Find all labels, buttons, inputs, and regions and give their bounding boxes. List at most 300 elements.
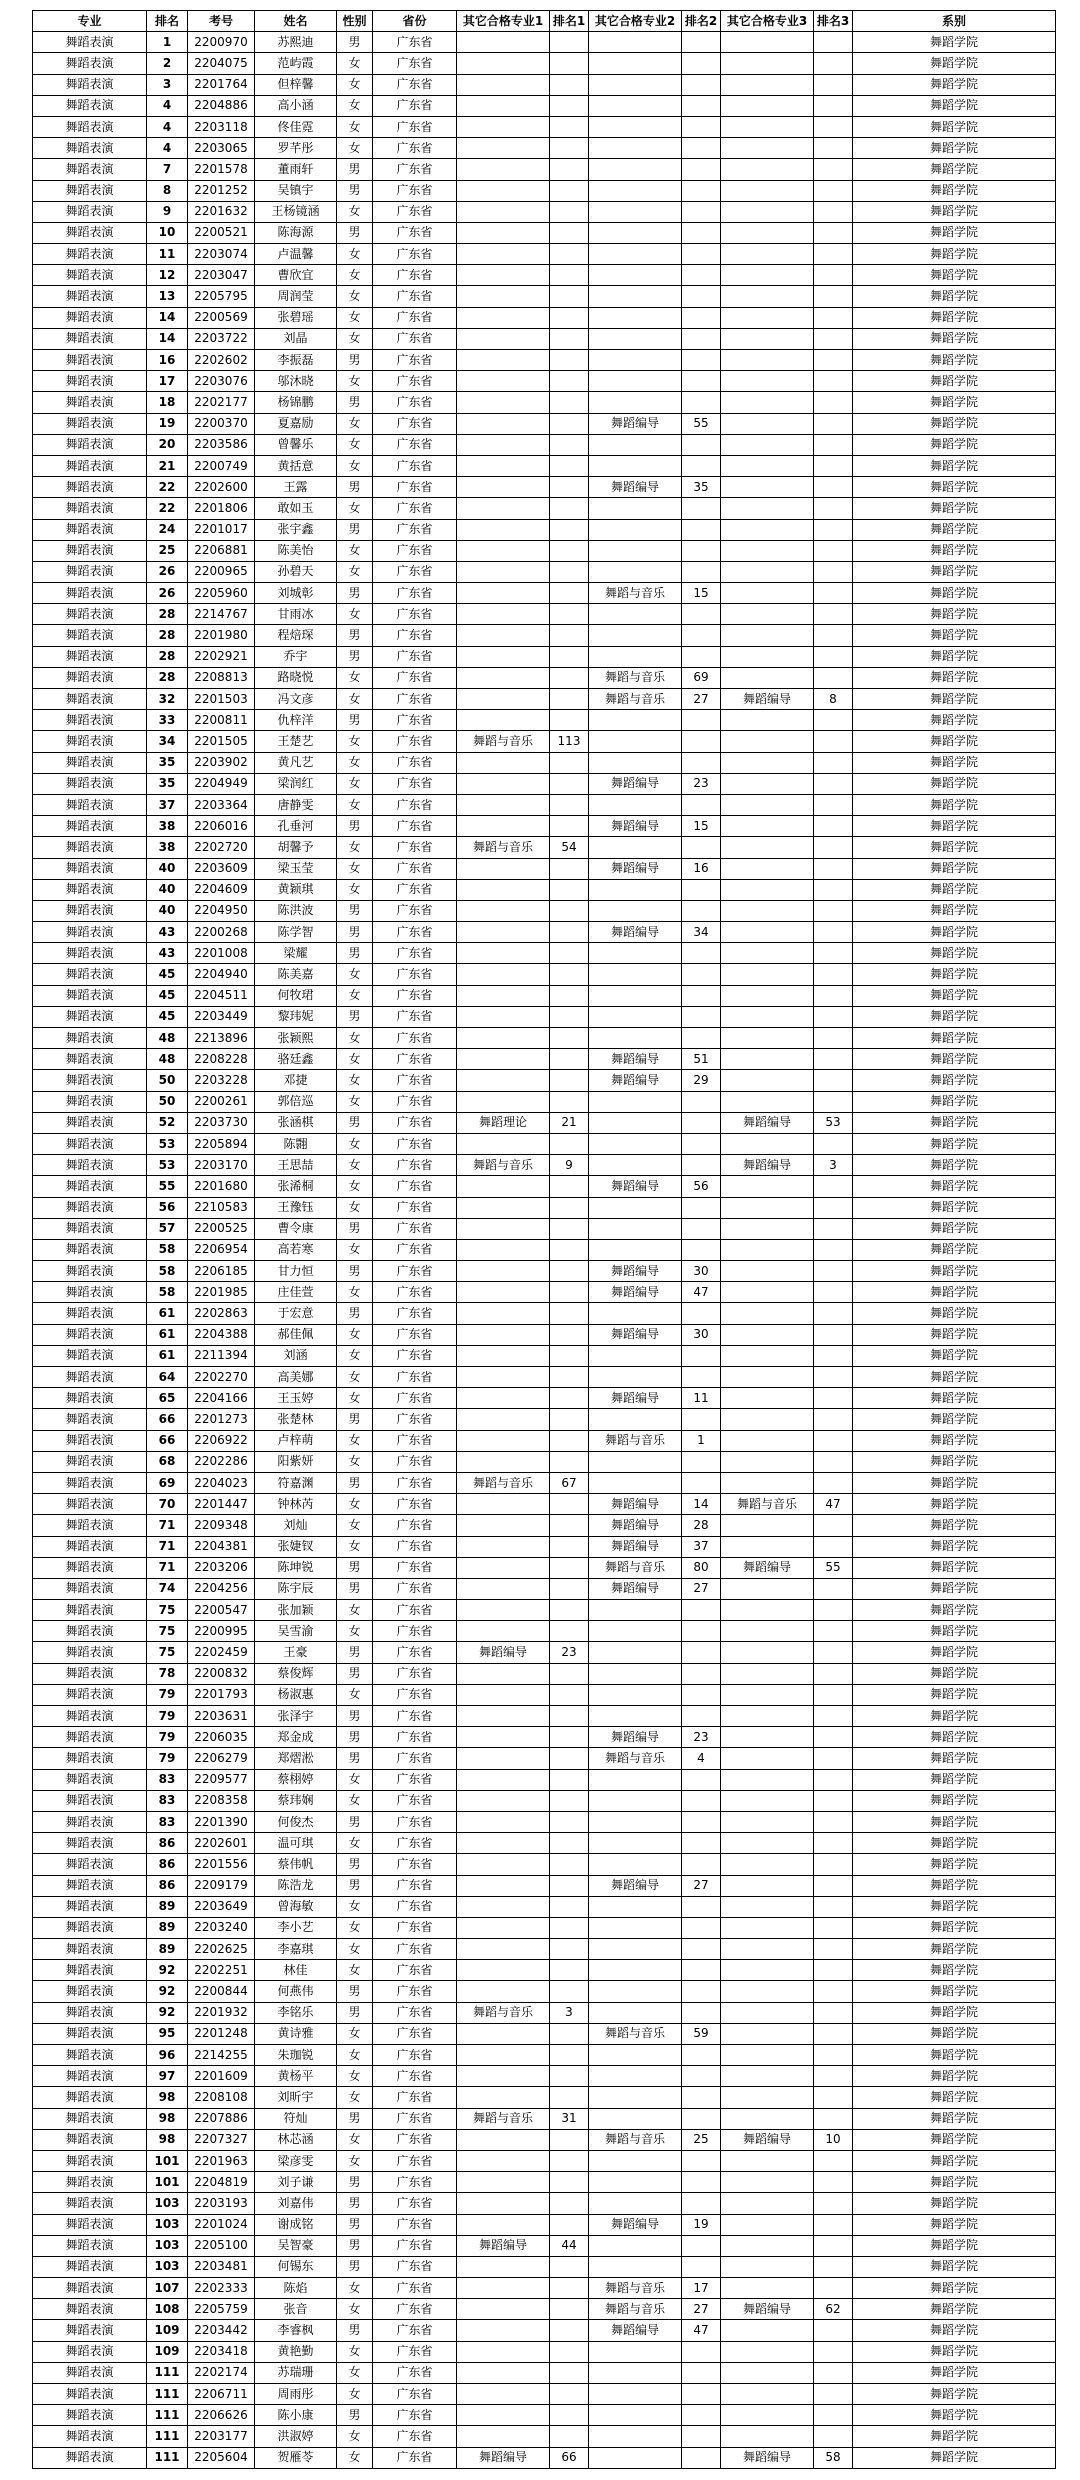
- table-row: [33, 2150, 1056, 2171]
- cell-major: 舞蹈表演: [33, 1917, 147, 1938]
- cell-other-major-3: [721, 858, 814, 879]
- cell-rank-3: [814, 434, 853, 455]
- cell-major: 舞蹈表演: [33, 222, 147, 243]
- cell-rank: 43: [147, 922, 188, 943]
- cell-rank-1: [550, 1600, 589, 1621]
- cell-rank: 71: [147, 1536, 188, 1557]
- cell-other-major-2: [589, 1854, 682, 1875]
- cell-rank: 50: [147, 1091, 188, 1112]
- cell-rank-3: [814, 244, 853, 265]
- cell-rank-1: [550, 1367, 589, 1388]
- cell-exam-id: 2200970: [188, 32, 255, 53]
- cell-province: 广东省: [373, 2214, 457, 2235]
- cell-gender: 女: [337, 1388, 373, 1409]
- cell-department: 舞蹈学院: [853, 74, 1056, 95]
- cell-other-major-2: [589, 2341, 682, 2362]
- cell-rank-1: [550, 2299, 589, 2320]
- cell-other-major-1: [457, 710, 550, 731]
- cell-major: 舞蹈表演: [33, 2002, 147, 2023]
- cell-rank-2: [682, 159, 721, 180]
- cell-major: 舞蹈表演: [33, 900, 147, 921]
- cell-rank: 78: [147, 1663, 188, 1684]
- cell-other-major-1: [457, 646, 550, 667]
- cell-other-major-3: [721, 1282, 814, 1303]
- cell-department: 舞蹈学院: [853, 816, 1056, 837]
- cell-other-major-3: [721, 731, 814, 752]
- cell-department: 舞蹈学院: [853, 561, 1056, 582]
- cell-gender: 女: [337, 1239, 373, 1260]
- cell-gender: 女: [337, 1684, 373, 1705]
- cell-exam-id: 2202600: [188, 477, 255, 498]
- cell-gender: 男: [337, 625, 373, 646]
- cell-rank-2: [682, 1091, 721, 1112]
- table-row: [33, 2320, 1056, 2341]
- cell-major: 舞蹈表演: [33, 1896, 147, 1917]
- cell-department: 舞蹈学院: [853, 731, 1056, 752]
- cell-other-major-2: [589, 2150, 682, 2171]
- cell-rank-2: [682, 1600, 721, 1621]
- cell-other-major-2: [589, 604, 682, 625]
- cell-rank: 70: [147, 1494, 188, 1515]
- cell-department: 舞蹈学院: [853, 180, 1056, 201]
- cell-rank-1: 9: [550, 1155, 589, 1176]
- cell-major: 舞蹈表演: [33, 2087, 147, 2108]
- cell-exam-id: 2207327: [188, 2129, 255, 2150]
- cell-rank-3: [814, 328, 853, 349]
- cell-rank-1: [550, 2193, 589, 2214]
- cell-other-major-1: [457, 689, 550, 710]
- cell-name: 曾海敏: [255, 1896, 337, 1917]
- table-row: [33, 95, 1056, 116]
- cell-other-major-1: [457, 2172, 550, 2193]
- cell-gender: 女: [337, 773, 373, 794]
- cell-other-major-1: [457, 2278, 550, 2299]
- cell-province: 广东省: [373, 180, 457, 201]
- table-row: [33, 1917, 1056, 1938]
- cell-name: 谢成铭: [255, 2214, 337, 2235]
- cell-rank-1: [550, 95, 589, 116]
- cell-province: 广东省: [373, 1261, 457, 1282]
- cell-rank-3: [814, 138, 853, 159]
- cell-rank-1: [550, 1218, 589, 1239]
- cell-gender: 女: [337, 1345, 373, 1366]
- cell-exam-id: 2205604: [188, 2447, 255, 2468]
- cell-rank-1: [550, 159, 589, 180]
- cell-other-major-3: [721, 2108, 814, 2129]
- cell-exam-id: 2204075: [188, 53, 255, 74]
- cell-rank-3: [814, 2256, 853, 2277]
- cell-major: 舞蹈表演: [33, 943, 147, 964]
- cell-department: 舞蹈学院: [853, 2108, 1056, 2129]
- cell-gender: 男: [337, 1409, 373, 1430]
- cell-department: 舞蹈学院: [853, 1430, 1056, 1451]
- cell-other-major-1: [457, 943, 550, 964]
- table-row: [33, 1600, 1056, 1621]
- cell-exam-id: 2203047: [188, 265, 255, 286]
- cell-name: 夏嘉励: [255, 413, 337, 434]
- cell-rank: 97: [147, 2066, 188, 2087]
- cell-other-major-2: [589, 1028, 682, 1049]
- cell-other-major-1: [457, 1748, 550, 1769]
- cell-other-major-1: [457, 74, 550, 95]
- cell-rank-3: [814, 95, 853, 116]
- cell-major: 舞蹈表演: [33, 2384, 147, 2405]
- cell-province: 广东省: [373, 519, 457, 540]
- cell-rank-1: [550, 1917, 589, 1938]
- cell-rank-2: [682, 943, 721, 964]
- cell-rank: 45: [147, 964, 188, 985]
- cell-other-major-1: [457, 1028, 550, 1049]
- cell-other-major-1: [457, 2150, 550, 2171]
- cell-other-major-2: [589, 222, 682, 243]
- cell-major: 舞蹈表演: [33, 1854, 147, 1875]
- cell-rank-2: [682, 434, 721, 455]
- cell-gender: 女: [337, 1028, 373, 1049]
- cell-gender: 男: [337, 710, 373, 731]
- cell-rank-2: [682, 2150, 721, 2171]
- table-row: [33, 1324, 1056, 1345]
- cell-other-major-3: [721, 922, 814, 943]
- cell-department: 舞蹈学院: [853, 879, 1056, 900]
- cell-name: 但梓馨: [255, 74, 337, 95]
- cell-other-major-2: [589, 1472, 682, 1493]
- cell-department: 舞蹈学院: [853, 1451, 1056, 1472]
- cell-rank: 79: [147, 1727, 188, 1748]
- cell-rank-2: [682, 1345, 721, 1366]
- cell-name: 贺雁苓: [255, 2447, 337, 2468]
- table-row: [33, 1345, 1056, 1366]
- cell-rank-1: [550, 540, 589, 561]
- cell-major: 舞蹈表演: [33, 1663, 147, 1684]
- cell-rank-1: [550, 964, 589, 985]
- cell-major: 舞蹈表演: [33, 371, 147, 392]
- cell-exam-id: 2200370: [188, 413, 255, 434]
- cell-other-major-3: [721, 1684, 814, 1705]
- cell-rank-2: [682, 1006, 721, 1027]
- cell-province: 广东省: [373, 604, 457, 625]
- cell-other-major-2: 舞蹈与音乐: [589, 689, 682, 710]
- cell-other-major-3: [721, 1006, 814, 1027]
- cell-other-major-2: [589, 519, 682, 540]
- cell-name: 张泽宇: [255, 1706, 337, 1727]
- cell-province: 广东省: [373, 1896, 457, 1917]
- cell-rank-1: [550, 1875, 589, 1896]
- cell-other-major-1: [457, 477, 550, 498]
- cell-other-major-3: [721, 1960, 814, 1981]
- cell-rank-1: [550, 350, 589, 371]
- cell-department: 舞蹈学院: [853, 2384, 1056, 2405]
- cell-other-major-1: [457, 434, 550, 455]
- cell-exam-id: 2201793: [188, 1684, 255, 1705]
- cell-rank-3: [814, 1409, 853, 1430]
- cell-department: 舞蹈学院: [853, 2002, 1056, 2023]
- cell-major: 舞蹈表演: [33, 1811, 147, 1832]
- cell-name: 乔宇: [255, 646, 337, 667]
- cell-rank: 19: [147, 413, 188, 434]
- table-row: [33, 583, 1056, 604]
- table-row: [33, 625, 1056, 646]
- cell-other-major-1: [457, 413, 550, 434]
- cell-rank-2: [682, 519, 721, 540]
- cell-other-major-2: [589, 1409, 682, 1430]
- cell-rank-1: [550, 2405, 589, 2426]
- cell-gender: 男: [337, 922, 373, 943]
- cell-rank: 83: [147, 1790, 188, 1811]
- cell-other-major-2: [589, 2426, 682, 2447]
- cell-major: 舞蹈表演: [33, 2405, 147, 2426]
- cell-major: 舞蹈表演: [33, 2362, 147, 2383]
- cell-exam-id: 2202921: [188, 646, 255, 667]
- cell-exam-id: 2201390: [188, 1811, 255, 1832]
- cell-other-major-2: [589, 371, 682, 392]
- cell-other-major-3: [721, 1367, 814, 1388]
- cell-other-major-3: [721, 1854, 814, 1875]
- cell-other-major-2: [589, 74, 682, 95]
- cell-name: 骆廷鑫: [255, 1049, 337, 1070]
- cell-other-major-2: [589, 1960, 682, 1981]
- table-row: [33, 1006, 1056, 1027]
- cell-exam-id: 2202174: [188, 2362, 255, 2383]
- cell-other-major-3: [721, 1197, 814, 1218]
- cell-rank: 98: [147, 2108, 188, 2129]
- cell-major: 舞蹈表演: [33, 1939, 147, 1960]
- cell-rank: 111: [147, 2362, 188, 2383]
- cell-province: 广东省: [373, 1006, 457, 1027]
- cell-rank: 25: [147, 540, 188, 561]
- cell-major: 舞蹈表演: [33, 1028, 147, 1049]
- cell-name: 蔡伟帆: [255, 1854, 337, 1875]
- cell-exam-id: 2200749: [188, 455, 255, 476]
- cell-major: 舞蹈表演: [33, 286, 147, 307]
- cell-department: 舞蹈学院: [853, 1600, 1056, 1621]
- cell-province: 广东省: [373, 413, 457, 434]
- cell-gender: 男: [337, 2172, 373, 2193]
- cell-province: 广东省: [373, 1833, 457, 1854]
- cell-province: 广东省: [373, 1811, 457, 1832]
- cell-other-major-1: [457, 561, 550, 582]
- cell-major: 舞蹈表演: [33, 244, 147, 265]
- cell-rank-3: [814, 794, 853, 815]
- cell-other-major-3: [721, 1706, 814, 1727]
- cell-other-major-2: [589, 561, 682, 582]
- cell-province: 广东省: [373, 1981, 457, 2002]
- cell-rank-1: [550, 689, 589, 710]
- table-row: [33, 1578, 1056, 1599]
- cell-other-major-3: [721, 816, 814, 837]
- cell-department: 舞蹈学院: [853, 201, 1056, 222]
- cell-other-major-2: [589, 900, 682, 921]
- cell-rank: 55: [147, 1176, 188, 1197]
- cell-name: 甘雨冰: [255, 604, 337, 625]
- cell-other-major-3: [721, 1028, 814, 1049]
- cell-other-major-3: [721, 201, 814, 222]
- cell-rank: 3: [147, 74, 188, 95]
- cell-other-major-1: [457, 1176, 550, 1197]
- cell-rank-1: [550, 1557, 589, 1578]
- cell-gender: 女: [337, 667, 373, 688]
- cell-major: 舞蹈表演: [33, 180, 147, 201]
- cell-rank-1: [550, 1939, 589, 1960]
- cell-rank-3: [814, 1133, 853, 1154]
- cell-name: 杨淑惠: [255, 1684, 337, 1705]
- cell-rank-1: 21: [550, 1112, 589, 1133]
- cell-other-major-3: [721, 794, 814, 815]
- cell-name: 洪淑婷: [255, 2426, 337, 2447]
- cell-rank: 48: [147, 1028, 188, 1049]
- cell-rank-3: [814, 1854, 853, 1875]
- cell-other-major-1: 舞蹈编导: [457, 1642, 550, 1663]
- cell-rank: 58: [147, 1261, 188, 1282]
- cell-rank-1: [550, 2278, 589, 2299]
- cell-other-major-2: [589, 943, 682, 964]
- cell-rank-3: [814, 1367, 853, 1388]
- cell-rank: 98: [147, 2087, 188, 2108]
- table-row: [33, 1875, 1056, 1896]
- cell-rank-2: 16: [682, 858, 721, 879]
- cell-rank-3: [814, 858, 853, 879]
- cell-department: 舞蹈学院: [853, 1070, 1056, 1091]
- cell-rank-3: [814, 2193, 853, 2214]
- cell-department: 舞蹈学院: [853, 667, 1056, 688]
- cell-rank-1: 3: [550, 2002, 589, 2023]
- cell-rank-1: [550, 1409, 589, 1430]
- cell-exam-id: 2205795: [188, 286, 255, 307]
- cell-rank-2: [682, 2362, 721, 2383]
- cell-rank-2: [682, 1112, 721, 1133]
- cell-gender: 女: [337, 2384, 373, 2405]
- cell-rank-3: [814, 943, 853, 964]
- cell-other-major-3: [721, 455, 814, 476]
- cell-rank-1: 44: [550, 2235, 589, 2256]
- cell-gender: 男: [337, 2256, 373, 2277]
- cell-rank-3: [814, 1811, 853, 1832]
- cell-exam-id: 2201252: [188, 180, 255, 201]
- cell-other-major-2: 舞蹈编导: [589, 477, 682, 498]
- cell-other-major-2: [589, 1303, 682, 1324]
- cell-department: 舞蹈学院: [853, 1218, 1056, 1239]
- cell-rank-1: [550, 1727, 589, 1748]
- cell-major: 舞蹈表演: [33, 1133, 147, 1154]
- cell-name: 梁玉莹: [255, 858, 337, 879]
- cell-province: 广东省: [373, 1112, 457, 1133]
- cell-rank-2: [682, 900, 721, 921]
- cell-rank-3: [814, 1197, 853, 1218]
- table-row: [33, 2066, 1056, 2087]
- cell-gender: 女: [337, 731, 373, 752]
- cell-exam-id: 2201932: [188, 2002, 255, 2023]
- cell-exam-id: 2204256: [188, 1578, 255, 1599]
- table-row: [33, 307, 1056, 328]
- table-row: [33, 159, 1056, 180]
- cell-name: 庄佳萱: [255, 1282, 337, 1303]
- cell-other-major-3: [721, 244, 814, 265]
- cell-gender: 女: [337, 1790, 373, 1811]
- cell-rank: 58: [147, 1239, 188, 1260]
- cell-rank: 37: [147, 794, 188, 815]
- cell-gender: 男: [337, 1218, 373, 1239]
- cell-other-major-1: [457, 1282, 550, 1303]
- cell-other-major-1: 舞蹈与音乐: [457, 2108, 550, 2129]
- cell-gender: 男: [337, 2320, 373, 2341]
- cell-province: 广东省: [373, 1324, 457, 1345]
- cell-exam-id: 2203442: [188, 2320, 255, 2341]
- cell-rank-1: [550, 286, 589, 307]
- cell-name: 王玉婷: [255, 1388, 337, 1409]
- cell-province: 广东省: [373, 1303, 457, 1324]
- cell-other-major-2: 舞蹈编导: [589, 816, 682, 837]
- cell-department: 舞蹈学院: [853, 1197, 1056, 1218]
- table-row: [33, 922, 1056, 943]
- cell-gender: 女: [337, 265, 373, 286]
- cell-other-major-1: [457, 2299, 550, 2320]
- cell-name: 张涵棋: [255, 1112, 337, 1133]
- cell-rank-3: [814, 900, 853, 921]
- cell-gender: 女: [337, 604, 373, 625]
- cell-rank-3: [814, 837, 853, 858]
- cell-other-major-3: [721, 2362, 814, 2383]
- cell-rank-2: 4: [682, 1748, 721, 1769]
- cell-other-major-1: [457, 1706, 550, 1727]
- cell-rank-2: [682, 2235, 721, 2256]
- cell-rank-2: [682, 1706, 721, 1727]
- cell-name: 张宇鑫: [255, 519, 337, 540]
- cell-other-major-1: [457, 922, 550, 943]
- cell-gender: 女: [337, 1515, 373, 1536]
- cell-rank-1: [550, 519, 589, 540]
- cell-province: 广东省: [373, 2256, 457, 2277]
- table-row: [33, 837, 1056, 858]
- cell-other-major-2: 舞蹈编导: [589, 1261, 682, 1282]
- cell-other-major-3: [721, 1769, 814, 1790]
- cell-gender: 男: [337, 1642, 373, 1663]
- cell-rank-2: [682, 2087, 721, 2108]
- cell-name: 曹欣宜: [255, 265, 337, 286]
- cell-other-major-3: [721, 95, 814, 116]
- cell-other-major-2: [589, 710, 682, 731]
- cell-rank-3: [814, 286, 853, 307]
- cell-name: 黎玮妮: [255, 1006, 337, 1027]
- cell-rank-2: [682, 710, 721, 731]
- cell-department: 舞蹈学院: [853, 2066, 1056, 2087]
- cell-other-major-2: [589, 244, 682, 265]
- cell-other-major-1: [457, 286, 550, 307]
- cell-other-major-3: [721, 2066, 814, 2087]
- cell-province: 广东省: [373, 816, 457, 837]
- cell-exam-id: 2200261: [188, 1091, 255, 1112]
- cell-major: 舞蹈表演: [33, 710, 147, 731]
- cell-major: 舞蹈表演: [33, 2193, 147, 2214]
- table-row: [33, 710, 1056, 731]
- cell-major: 舞蹈表演: [33, 2150, 147, 2171]
- cell-rank-1: [550, 1536, 589, 1557]
- cell-rank-3: [814, 2362, 853, 2383]
- cell-major: 舞蹈表演: [33, 2235, 147, 2256]
- cell-other-major-1: 舞蹈理论: [457, 1112, 550, 1133]
- cell-other-major-1: [457, 1070, 550, 1091]
- cell-other-major-3: [721, 2256, 814, 2277]
- cell-other-major-2: [589, 95, 682, 116]
- cell-department: 舞蹈学院: [853, 1706, 1056, 1727]
- cell-province: 广东省: [373, 1578, 457, 1599]
- cell-other-major-2: [589, 1790, 682, 1811]
- cell-other-major-3: [721, 625, 814, 646]
- cell-other-major-3: [721, 32, 814, 53]
- cell-rank-3: [814, 498, 853, 519]
- cell-gender: 女: [337, 1917, 373, 1938]
- cell-province: 广东省: [373, 498, 457, 519]
- cell-rank: 28: [147, 604, 188, 625]
- cell-province: 广东省: [373, 95, 457, 116]
